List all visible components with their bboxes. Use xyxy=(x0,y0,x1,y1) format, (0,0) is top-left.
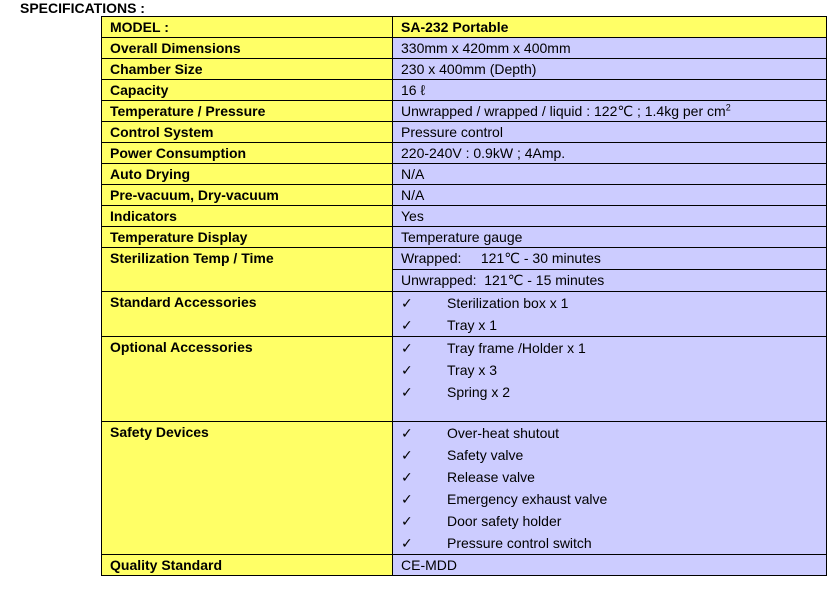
spec-label: Sterilization Temp / Time xyxy=(102,248,393,292)
list-item xyxy=(401,314,826,336)
table-row xyxy=(102,80,827,101)
spec-value xyxy=(393,337,827,422)
list-item-label: Emergency exhaust valve xyxy=(447,491,608,507)
spec-label: Overall Dimensions xyxy=(102,38,393,59)
spec-value: Yes xyxy=(393,206,827,227)
spec-label: Optional Accessories xyxy=(102,337,393,422)
model-label: MODEL : xyxy=(102,17,393,38)
list-item xyxy=(401,292,826,314)
checkmark-icon: ✓ xyxy=(401,447,413,463)
spec-value: 220-240V : 0.9kW ; 4Amp. xyxy=(393,143,827,164)
table-row xyxy=(102,206,827,227)
list-item xyxy=(401,488,826,510)
spec-value: N/A xyxy=(393,185,827,206)
checkmark-icon: ✓ xyxy=(401,362,413,378)
specifications-table xyxy=(101,16,827,576)
spec-value: Pressure control xyxy=(393,122,827,143)
list-item-label: Release valve xyxy=(447,469,535,485)
table-row xyxy=(102,337,827,422)
checkmark-icon: ✓ xyxy=(401,384,413,400)
spec-value xyxy=(393,422,827,555)
spec-label: Chamber Size xyxy=(102,59,393,80)
table-row xyxy=(102,17,827,38)
list-item xyxy=(401,422,826,444)
spec-label: Standard Accessories xyxy=(102,292,393,337)
list-item-label: Spring x 2 xyxy=(447,384,511,400)
list-item-label: Tray x 1 xyxy=(447,317,498,333)
sterilization-unwrapped: Unwrapped: 121℃ - 15 minutes xyxy=(393,269,826,291)
checkmark-icon: ✓ xyxy=(401,491,413,507)
list-item-label: Pressure control switch xyxy=(447,535,592,551)
list-item xyxy=(401,444,826,466)
spec-value: Temperature gauge xyxy=(393,227,827,248)
list-item-label: Tray frame /Holder x 1 xyxy=(447,340,586,356)
spec-value: 16 ℓ xyxy=(393,80,827,101)
list-item-label: Sterilization box x 1 xyxy=(447,295,569,311)
table-row xyxy=(102,227,827,248)
spec-label: Safety Devices xyxy=(102,422,393,555)
spec-label: Auto Drying xyxy=(102,164,393,185)
table-row xyxy=(102,59,827,80)
checkmark-icon: ✓ xyxy=(401,295,413,311)
superscript: 2 xyxy=(725,102,731,113)
table-row xyxy=(102,122,827,143)
checkmark-icon: ✓ xyxy=(401,469,413,485)
list-item-label: Tray x 3 xyxy=(447,362,498,378)
list-item xyxy=(401,466,826,488)
table-row xyxy=(102,292,827,337)
checkmark-icon: ✓ xyxy=(401,513,413,529)
spec-value xyxy=(393,101,827,122)
spec-value xyxy=(393,248,827,292)
temperature-pressure-text: Unwrapped / wrapped / liquid : 122℃ ; 1.4kg per cm xyxy=(401,103,726,119)
checkmark-icon: ✓ xyxy=(401,340,413,356)
spec-label: Temperature / Pressure xyxy=(102,101,393,122)
list-item xyxy=(401,532,826,554)
table-row xyxy=(102,422,827,555)
spec-label: Pre-vacuum, Dry-vacuum xyxy=(102,185,393,206)
checkmark-icon: ✓ xyxy=(401,317,413,333)
model-value: SA-232 Portable xyxy=(393,17,827,38)
spec-value: 330mm x 420mm x 400mm xyxy=(393,38,827,59)
table-row xyxy=(102,101,827,122)
table-row xyxy=(102,143,827,164)
spec-label: Temperature Display xyxy=(102,227,393,248)
spec-label: Indicators xyxy=(102,206,393,227)
spec-label: Control System xyxy=(102,122,393,143)
spec-value: CE-MDD xyxy=(393,555,827,576)
spec-label: Quality Standard xyxy=(102,555,393,576)
spec-label: Power Consumption xyxy=(102,143,393,164)
list-item xyxy=(401,337,826,359)
spec-value: N/A xyxy=(393,164,827,185)
table-row xyxy=(102,164,827,185)
spacer xyxy=(401,403,826,421)
table-row xyxy=(102,555,827,576)
spec-value xyxy=(393,292,827,337)
sterilization-wrapped: Wrapped: 121℃ - 30 minutes xyxy=(401,250,601,266)
list-item-label: Over-heat shutout xyxy=(447,425,560,441)
table-row xyxy=(102,248,827,292)
list-item xyxy=(401,359,826,381)
checkmark-icon: ✓ xyxy=(401,425,413,441)
list-item xyxy=(401,510,826,532)
list-item-label: Door safety holder xyxy=(447,513,562,529)
list-item xyxy=(401,381,826,403)
spec-value: 230 x 400mm (Depth) xyxy=(393,59,827,80)
table-row xyxy=(102,185,827,206)
table-row xyxy=(102,38,827,59)
page-heading: SPECIFICATIONS : xyxy=(20,0,145,16)
list-item-label: Safety valve xyxy=(447,447,524,463)
checkmark-icon: ✓ xyxy=(401,535,413,551)
spec-label: Capacity xyxy=(102,80,393,101)
